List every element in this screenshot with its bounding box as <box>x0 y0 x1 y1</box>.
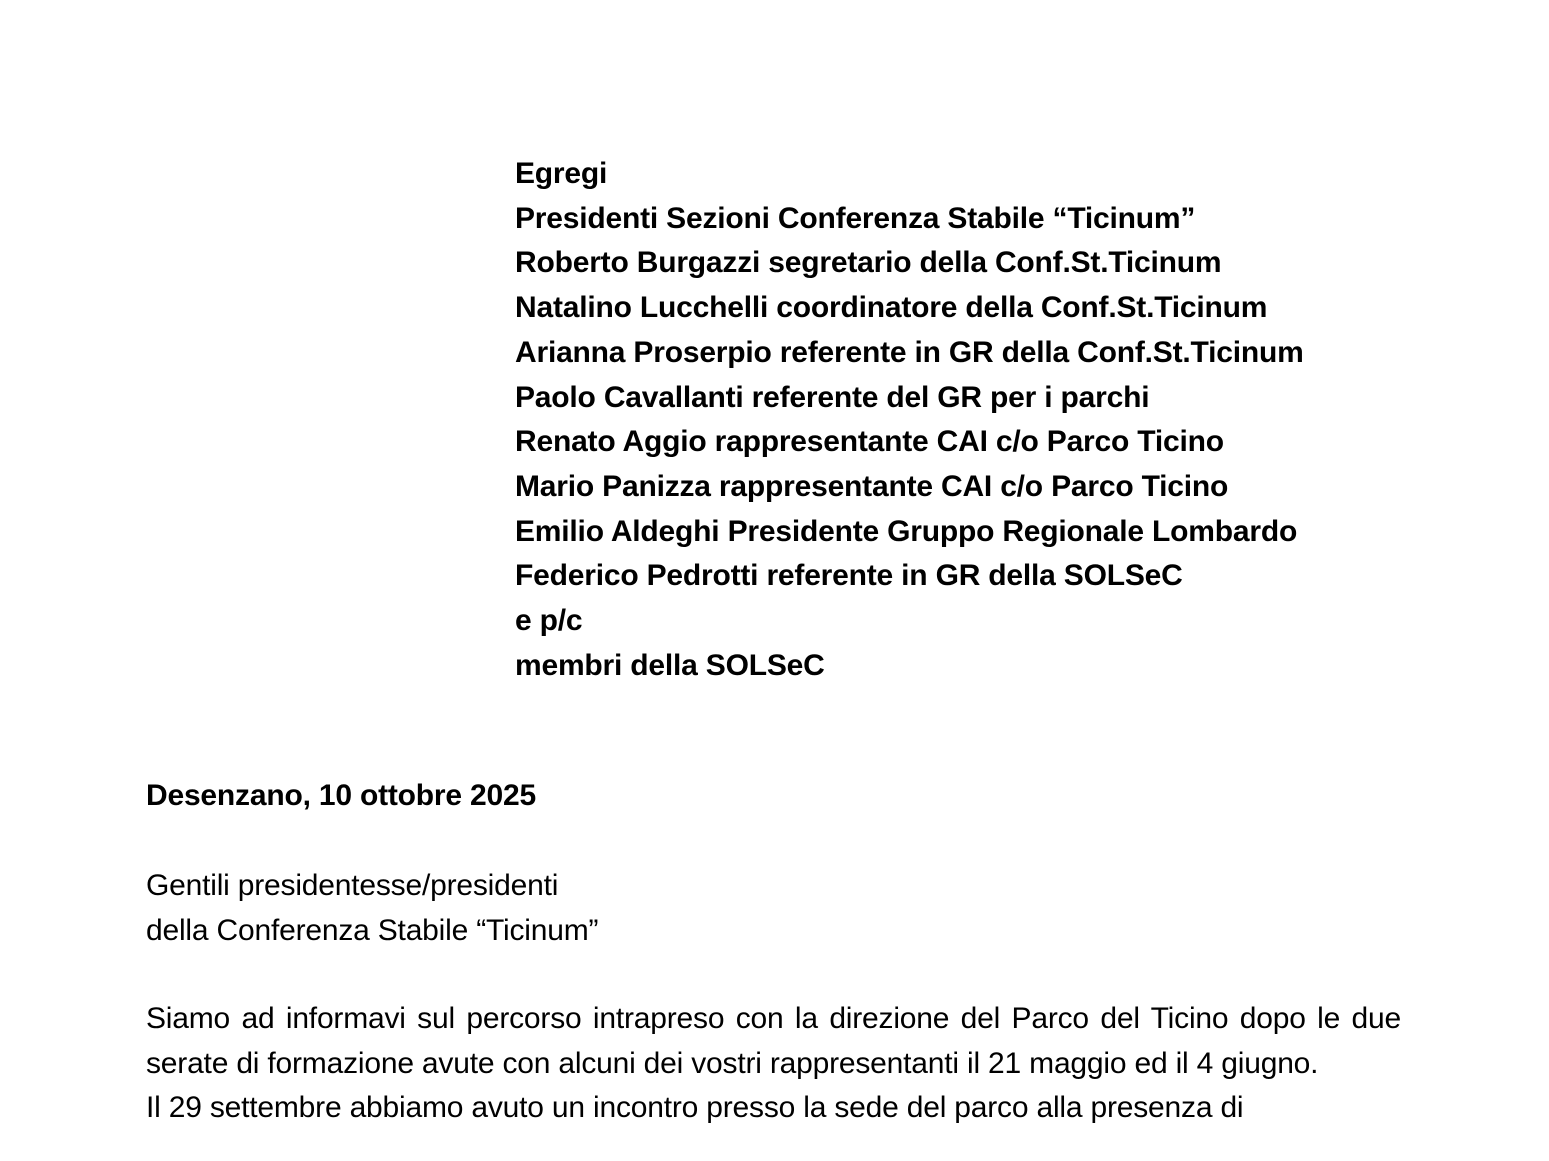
body-paragraph-2: Il 29 settembre abbiamo avuto un incontro presso la sede del parco alla presenza di <box>146 1091 1244 1125</box>
recipient-line: Emilio Aldeghi Presidente Gruppo Regionale Lombardo <box>515 514 1298 548</box>
salutation-line-1: Gentili presidentesse/presidenti <box>146 869 559 902</box>
letter-body <box>146 997 1401 1131</box>
body-paragraph-1: Siamo ad informavi sul percorso intrapreso con la direzione del Parco del Ticino dopo le due serate di formazione avute con alcuni dei vostri rappresentanti il 21 maggio ed il 4 giugno. <box>146 1002 1401 1080</box>
recipient-line: Mario Panizza rappresentante CAI c/o Parco Ticino <box>515 469 1229 503</box>
recipient-line: Renato Aggio rappresentante CAI c/o Parco Ticino <box>515 425 1224 459</box>
recipient-line: membri della SOLSeC <box>515 648 825 682</box>
recipient-line: Natalino Lucchelli coordinatore della Conf.St.Ticinum <box>515 291 1268 325</box>
date-line: Desenzano, 10 ottobre 2025 <box>146 779 536 812</box>
recipient-line: Arianna Proserpio referente in GR della Conf.St.Ticinum <box>515 335 1304 369</box>
recipient-line: e p/c <box>515 604 583 638</box>
salutation-line-2: della Conferenza Stabile “Ticinum” <box>146 913 599 947</box>
recipients-block <box>515 152 1475 688</box>
recipient-line: Roberto Burgazzi segretario della Conf.St.Ticinum <box>515 246 1222 280</box>
recipient-line: Federico Pedrotti referente in GR della SOLSeC <box>515 559 1183 593</box>
recipient-line: Egregi <box>515 157 608 190</box>
salutation <box>146 864 598 953</box>
recipient-line: Presidenti Sezioni Conferenza Stabile “Ticinum” <box>515 201 1196 235</box>
recipient-line: Paolo Cavallanti referente del GR per i parchi <box>515 380 1150 414</box>
